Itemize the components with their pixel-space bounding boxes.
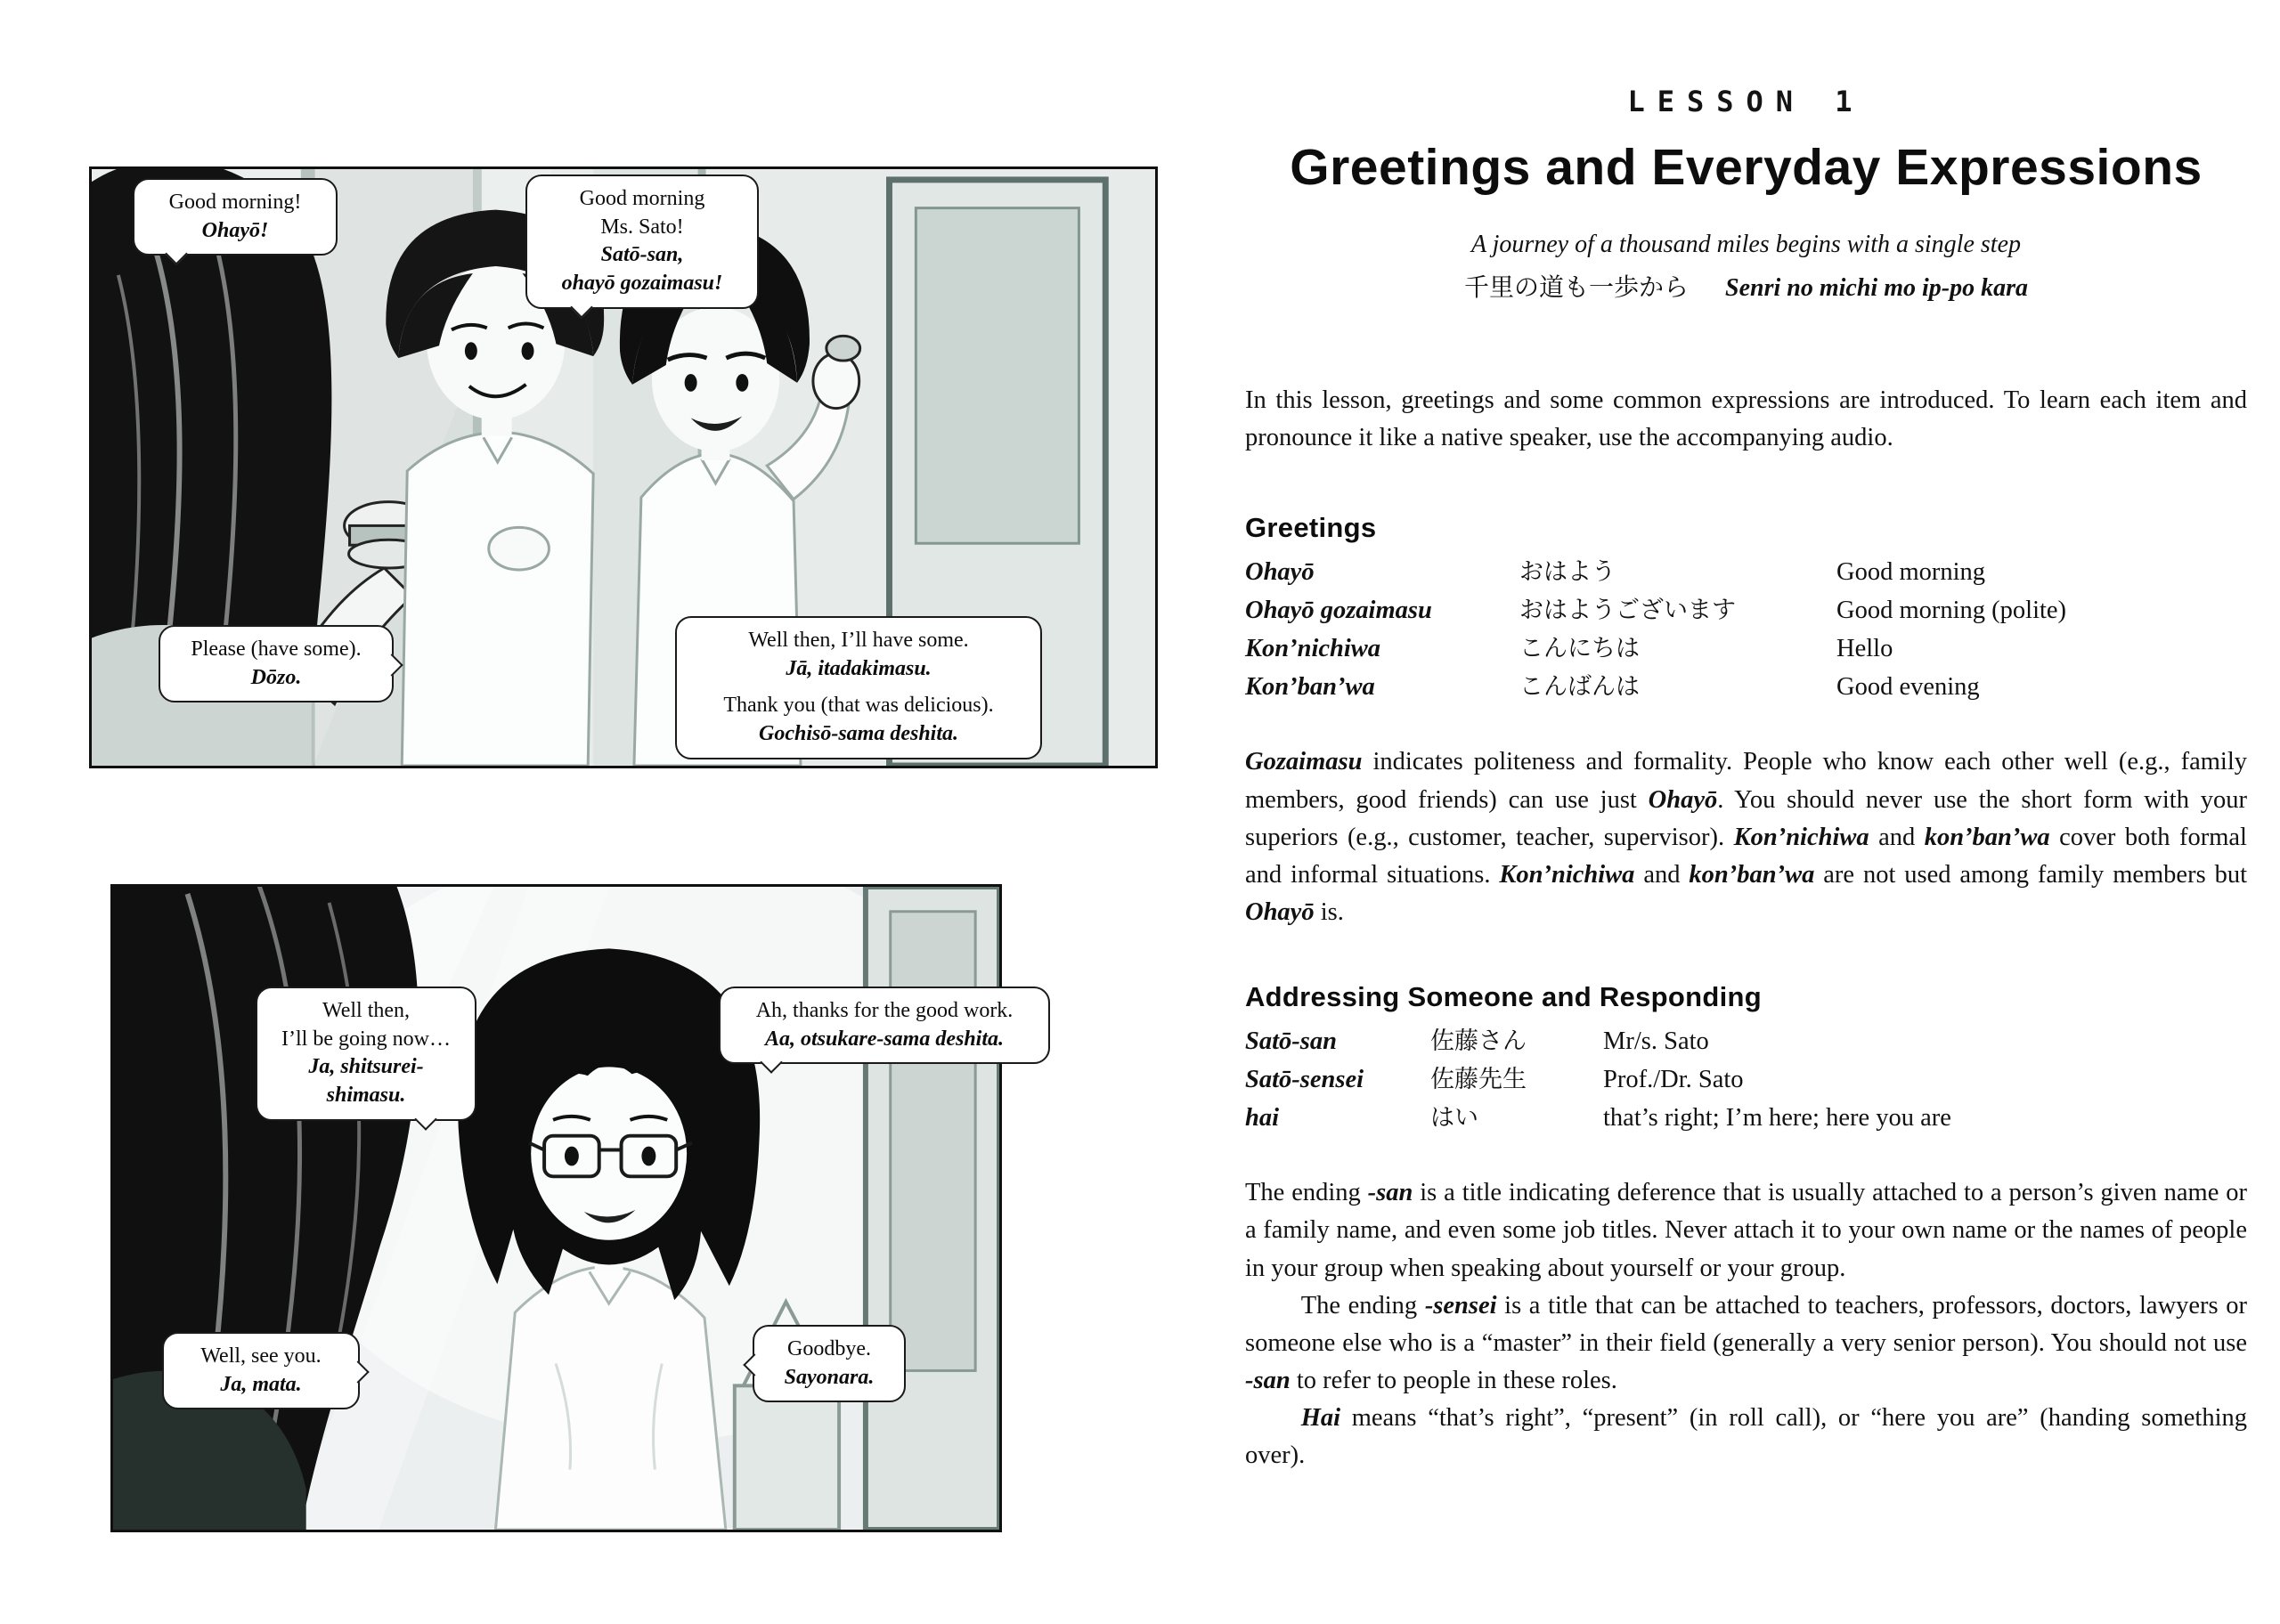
speech-bubble-text: Ah, thanks for the good work. Aa, otsukare-sama deshita. [755,999,1014,1051]
character-woman-sato [458,948,760,1530]
speech-bubble-ja-mata [162,1332,360,1409]
vocab-row [1245,668,2247,706]
speech-bubble-text: Well then, I’ll be going now… Ja, shitsurei- shimasu. [281,999,451,1108]
vocab-english: Good morning (polite) [1836,597,2067,625]
sensei-note: The ending -sensei is a title that can be attached to teachers, professors, doctors, lawyers or someone else who is a “master” in their field (generally a very senior person). You should not use -san to refer to people in these roles. [1245,1291,2247,1395]
epigraph-english: A journey of a thousand miles begins with a single step [1470,231,2021,258]
vocab-row [1245,629,2247,668]
vocab-kana: おはよう [1519,558,1616,587]
vocab-kana: はい [1430,1104,1478,1133]
greetings-heading: Greetings [1245,512,1377,544]
speech-bubble-otsukare [719,987,1050,1064]
vocab-row [1245,1099,2247,1137]
vocab-english: Mr/s. Sato [1603,1027,1709,1056]
speech-bubble-itadakimasu [675,616,1042,759]
speech-bubble-dozo [159,625,394,702]
gozaimasu-note: Gozaimasu indicates politeness and formality. People who know each other well (e.g., family members, good friends) can use just Ohayō. You should never use the short form with your superiors (e.g., customer, teacher, supervisor). Kon’nichiwa and kon’ban’wa cover both formal and informal situations. Kon’nichiwa and kon’ban’wa are not used among family members but Ohayō is. [1245,748,2247,927]
speech-bubble-text: Well, see you. Ja, mata. [200,1344,322,1396]
san-note: The ending -san is a title indicating deference that is usually attached to a person’s given name or a family name, and even some job titles. Never attach it to your own name or the names of people in your group when speaking about yourself or your group. [1245,1179,2247,1282]
vocab-kana: おはようございます [1519,597,1736,625]
epigraph-japanese-line [1245,268,2247,304]
speech-bubble-text: Please (have some). Dōzo. [191,637,362,689]
speech-bubble-sayonara [753,1325,906,1402]
vocab-romaji: hai [1245,1104,1280,1133]
vocab-kana: こんにちは [1519,635,1640,663]
epigraph-kanji: 千里の道も一歩から [1464,272,1690,302]
speech-bubble-text: Well then, I’ll have some. Jā, itadakimasu. Thank you (that was delicious). Gochisō-sama deshita. [723,629,994,746]
vocab-romaji: Satō-san [1245,1027,1337,1056]
manga-panel-1 [89,166,1158,768]
greetings-table [1245,553,2247,706]
vocab-english: Hello [1836,635,1893,663]
page-title: Greetings and Everyday Expressions [1290,139,2203,196]
vocab-romaji: Ohayō gozaimasu [1245,597,1432,625]
speech-bubble-text: Good morning! Ohayō! [168,191,302,242]
lesson-page [1245,85,2247,1475]
addressing-heading: Addressing Someone and Responding [1245,981,1763,1013]
lesson-number: LESSON 1 [1627,85,1865,118]
vocab-romaji: Satō-sensei [1245,1066,1364,1094]
epigraph-romaji: Senri no michi mo ip-po kara [1725,274,2028,302]
vocab-row [1245,1060,2247,1099]
manga-panel2-artwork [113,887,999,1530]
vocab-row [1245,553,2247,591]
manga-panel-2 [110,884,1014,1532]
addressing-table [1245,1022,2247,1137]
vocab-romaji: Ohayō [1245,558,1315,587]
vocab-english: Prof./Dr. Sato [1603,1066,1744,1094]
intro-paragraph: In this lesson, greetings and some common expressions are introduced. To learn each item and pronounce it like a native speaker, use the accompanying audio. [1245,386,2247,452]
speech-bubble-text: Good morning Ms. Sato! Satō-san, ohayō gozaimasu! [561,187,723,296]
vocab-english: that’s right; I’m here; here you are [1603,1104,1951,1133]
vocab-kana: 佐藤先生 [1430,1066,1527,1094]
vocab-kana: 佐藤さん [1430,1027,1527,1056]
speech-bubble-sato-san [525,175,759,309]
speech-bubble-text: Goodbye. Sayonara. [784,1337,875,1389]
speech-bubble-ohayo [133,178,338,256]
vocab-romaji: Kon’nichiwa [1245,635,1381,663]
vocab-row [1245,1022,2247,1060]
vocab-romaji: Kon’ban’wa [1245,673,1375,702]
vocab-row [1245,591,2247,629]
vocab-english: Good morning [1836,558,1986,587]
background-door [866,887,999,1530]
speech-bubble-shitsurei [256,987,476,1121]
vocab-english: Good evening [1836,673,1980,702]
hai-note: Hai means “that’s right”, “present” (in roll call), or “here you are” (handing something over). [1245,1404,2247,1470]
vocab-kana: こんばんは [1519,673,1640,702]
